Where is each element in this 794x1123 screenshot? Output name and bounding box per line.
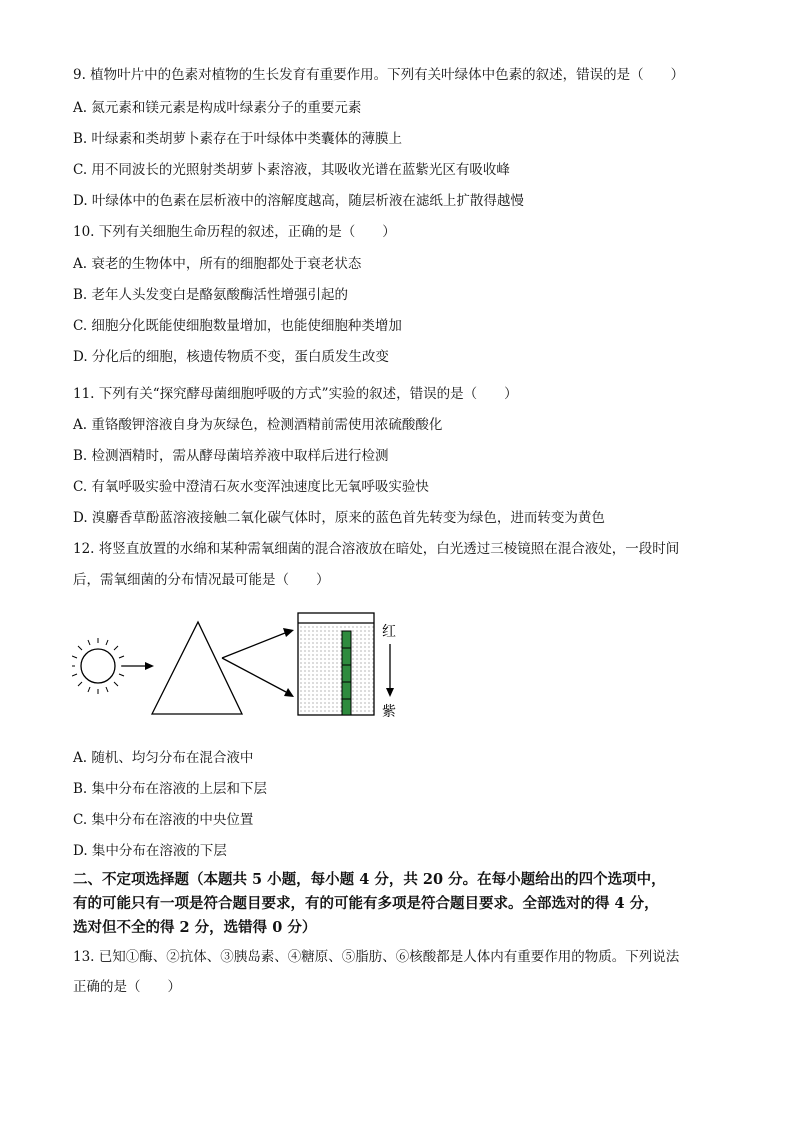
solution-container	[298, 613, 374, 715]
dispersed-light-arrows	[222, 628, 294, 697]
section-heading-line1: 二、不定项选择题（本题共 5 小题，每小题 4 分，共 20 分。在每小题给出的四个选项中，	[73, 871, 666, 888]
q12-stem-line2: 后，需氧细菌的分布情况最可能是（ ）	[73, 572, 330, 588]
q11-option-d: D. 溴麝香草酚蓝溶液接触二氧化碳气体时，原来的蓝色首先转变为绿色，进而转变为黄色	[73, 510, 605, 526]
q11-option-b: B. 检测酒精时，需从酵母菌培养液中取样后进行检测	[73, 448, 389, 464]
label-purple: 紫	[382, 704, 396, 720]
algae-filament	[342, 631, 351, 715]
q12-option-c: C. 集中分布在溶液的中央位置	[73, 812, 254, 828]
label-red: 红	[382, 624, 396, 640]
q11-option-c: C. 有氧呼吸实验中澄清石灰水变浑浊速度比无氧呼吸实验快	[73, 479, 429, 495]
q9-option-c: C. 用不同波长的光照射类胡萝卜素溶液，其吸收光谱在蓝紫光区有吸收峰	[73, 162, 510, 178]
q10-stem: 10. 下列有关细胞生命历程的叙述，正确的是（ ）	[73, 224, 396, 240]
prism-experiment-figure	[72, 606, 412, 726]
q9-option-b: B. 叶绿素和类胡萝卜素存在于叶绿体中类囊体的薄膜上	[73, 131, 403, 147]
down-arrow	[386, 644, 394, 697]
q9-option-d: D. 叶绿体中的色素在层析液中的溶解度越高，随层析液在滤纸上扩散得越慢	[73, 193, 524, 209]
section-heading-line2: 有的可能只有一项是符合题目要求，有的可能有多项是符合题目要求。全部选对的得 4 分，	[73, 895, 659, 912]
q9-stem: 9. 植物叶片中的色素对植物的生长发育有重要作用。下列有关叶绿体中色素的叙述，错误的是（ ）	[73, 67, 685, 83]
q12-stem-line1: 12. 将竖直放置的水绵和某种需氧细菌的混合溶液放在暗处，白光透过三棱镜照在混合液处，一段时间	[73, 541, 680, 557]
q13-stem-line2: 正确的是（ ）	[73, 979, 181, 995]
section-heading-line3: 选对但不全的得 2 分，选错得 0 分）	[73, 919, 317, 936]
q11-stem: 11. 下列有关“探究酵母菌细胞呼吸的方式”实验的叙述，错误的是（ ）	[73, 386, 518, 402]
q12-option-d: D. 集中分布在溶液的下层	[73, 843, 227, 859]
q10-option-b: B. 老年人头发变白是酪氨酸酶活性增强引起的	[73, 287, 349, 303]
q13-stem-line1: 13. 已知①酶、②抗体、③胰岛素、④糖原、⑤脂肪、⑥核酸都是人体内有重要作用的物质。下列说法	[73, 949, 680, 965]
q10-option-a: A. 衰老的生物体中，所有的细胞都处于衰老状态	[73, 256, 362, 272]
q10-option-d: D. 分化后的细胞，核遗传物质不变，蛋白质发生改变	[73, 349, 389, 365]
q12-option-a: A. 随机、均匀分布在混合液中	[73, 750, 254, 766]
prism-triangle	[152, 622, 242, 714]
q12-option-b: B. 集中分布在溶液的上层和下层	[73, 781, 268, 797]
q11-option-a: A. 重铬酸钾溶液自身为灰绿色，检测酒精前需使用浓硫酸酸化	[73, 417, 443, 433]
q10-option-c: C. 细胞分化既能使细胞数量增加，也能使细胞种类增加	[73, 318, 402, 334]
q9-option-a: A. 氮元素和镁元素是构成叶绿素分子的重要元素	[73, 100, 362, 116]
light-arrow	[122, 662, 154, 670]
sun-icon	[72, 638, 126, 694]
